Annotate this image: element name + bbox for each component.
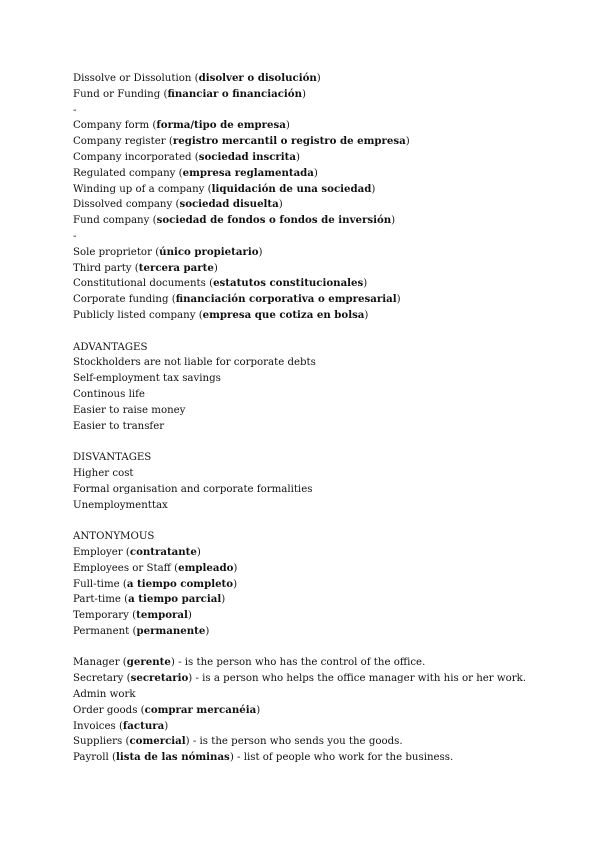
english-term: Full-time: [73, 578, 120, 590]
spanish-translation: a tiempo completo: [126, 577, 234, 590]
vocab-line: Permanent (permanente): [73, 624, 210, 637]
english-term: Fund or Funding: [73, 88, 161, 100]
vocab-line: Part-time (a tiempo parcial): [73, 593, 226, 606]
vocab-line: Easier to raise money: [73, 404, 186, 416]
vocab-line: Higher cost: [73, 467, 134, 479]
vocab-line: Suppliers (comercial) - is the person who sends you the goods.: [73, 735, 403, 748]
vocab-line: Payroll (lista de las nóminas) - list of people who work for the business.: [73, 751, 454, 764]
section-gap: [73, 513, 573, 529]
english-term: Permanent: [73, 625, 130, 637]
vocab-line: Company register (registro mercantil o registro de empresa): [73, 135, 410, 148]
spanish-translation: liquidación de una sociedad: [211, 182, 372, 195]
spanish-translation: estatutos constitucionales: [213, 277, 364, 290]
vocab-line: Continous life: [73, 388, 145, 400]
vocab-line: Dissolved company (sociedad disuelta): [73, 198, 283, 211]
english-term: Employees or Staff: [73, 562, 171, 574]
spanish-translation: financiación corporativa o empresarial: [175, 293, 397, 306]
vocab-line: Company incorporated (sociedad inscrita): [73, 150, 300, 163]
vocab-line: Invoices (factura): [73, 719, 169, 732]
english-term: Manager: [73, 657, 120, 669]
vocab-line: Self-employment tax savings: [73, 373, 221, 385]
vocab-line: Corporate funding (financiación corporativa o empresarial): [73, 293, 401, 306]
term-description: - is the person who has the control of the office.: [174, 657, 426, 669]
vocab-line: Company form (forma/tipo de empresa): [73, 119, 290, 132]
section-gap: [73, 640, 573, 656]
section-gap: [73, 324, 573, 340]
vocab-line: Employees or Staff (empleado): [73, 561, 238, 574]
vocab-line: Dissolve or Dissolution (disolver o disolución): [73, 72, 321, 84]
english-term: Temporary: [73, 610, 129, 622]
spanish-translation: empleado: [178, 561, 234, 574]
section-heading: DISVANTAGES: [73, 452, 152, 464]
spanish-translation: factura: [122, 719, 165, 732]
english-term: Regulated company: [73, 167, 176, 179]
english-term: Company form: [73, 120, 150, 132]
english-term: Secretary: [73, 673, 124, 685]
section-heading: ADVANTAGES: [73, 341, 148, 353]
spanish-translation: financiar o financiación: [167, 87, 302, 100]
spanish-translation: empresa que cotiza en bolsa: [202, 308, 365, 321]
vocab-line: Publicly listed company (empresa que cotiza en bolsa): [73, 308, 369, 321]
vocab-line: -: [73, 230, 77, 242]
english-term: Dissolved company: [73, 199, 173, 211]
english-term: Sole proprietor: [73, 246, 152, 258]
vocabulary-notes: [73, 71, 573, 766]
spanish-translation: único propietario: [159, 245, 259, 258]
spanish-translation: sociedad disuelta: [179, 198, 279, 211]
vocab-line: Regulated company (empresa reglamentada): [73, 166, 318, 179]
vocab-line: Full-time (a tiempo completo): [73, 577, 238, 590]
vocab-line: Third party (tercera parte): [73, 261, 218, 274]
spanish-translation: registro mercantil o registro de empresa: [172, 135, 406, 148]
spanish-translation: forma/tipo de empresa: [156, 119, 286, 132]
spanish-translation: secretario: [130, 672, 189, 685]
spanish-translation: comprar mercanéia: [144, 703, 257, 716]
vocab-line: Fund or Funding (financiar o financiación): [73, 87, 306, 100]
spanish-translation: permanente: [136, 624, 206, 637]
english-term: Part-time: [73, 594, 121, 606]
vocab-line: Order goods (comprar mercanéia): [73, 703, 261, 716]
term-description: - is a person who helps the office manager with his or her work.: [192, 673, 527, 685]
english-term: Publicly listed company: [73, 309, 196, 321]
spanish-translation: gerente: [126, 656, 171, 669]
vocab-line: Stockholders are not liable for corporate debts: [73, 357, 316, 369]
vocab-line: Easier to transfer: [73, 420, 165, 432]
vocab-line: Secretary (secretario) - is a person who helps the office manager with his or her work.: [73, 672, 527, 685]
english-term: Company incorporated: [73, 151, 192, 163]
vocab-line: Constitutional documents (estatutos constitucionales): [73, 277, 368, 290]
vocab-line: -: [73, 104, 77, 116]
english-term: Company register: [73, 136, 166, 148]
spanish-translation: tercera parte: [138, 261, 214, 274]
spanish-translation: a tiempo parcial: [128, 593, 222, 606]
english-term: Winding up of a company: [73, 183, 205, 195]
vocab-line: Temporary (temporal): [73, 609, 192, 622]
section-heading: ANTONYMOUS: [73, 531, 155, 543]
spanish-translation: disolver o disolución: [198, 72, 317, 84]
english-term: Invoices: [73, 720, 116, 732]
english-term: Suppliers: [73, 736, 123, 748]
term-description: - list of people who work for the business.: [233, 752, 454, 764]
english-term: Payroll: [73, 752, 109, 764]
vocab-line: Fund company (sociedad de fondos o fondos de inversión): [73, 214, 396, 227]
spanish-translation: lista de las nóminas: [115, 751, 230, 764]
vocab-line: Admin work: [73, 689, 136, 701]
spanish-translation: empresa reglamentada: [182, 166, 314, 179]
vocab-line: Unemploymenttax: [73, 499, 168, 511]
vocab-line: Manager (gerente) - is the person who has the control of the office.: [73, 656, 426, 669]
english-term: Order goods: [73, 704, 138, 716]
spanish-translation: temporal: [136, 609, 188, 622]
spanish-translation: contratante: [129, 545, 197, 558]
vocab-line: Sole proprietor (único propietario): [73, 245, 263, 258]
spanish-translation: sociedad inscrita: [198, 150, 296, 163]
section-gap: [73, 434, 573, 450]
spanish-translation: sociedad de fondos o fondos de inversión: [156, 214, 392, 227]
english-term: Fund company: [73, 215, 150, 227]
spanish-translation: comercial: [129, 735, 186, 748]
english-term: Dissolve or Dissolution: [73, 73, 192, 84]
vocab-line: Formal organisation and corporate formalities: [73, 483, 313, 495]
term-description: - is the person who sends you the goods.: [189, 736, 403, 748]
english-term: Third party: [73, 262, 132, 274]
english-term: Constitutional documents: [73, 278, 206, 290]
vocab-line: Winding up of a company (liquidación de una sociedad): [73, 182, 376, 195]
vocab-line: Employer (contratante): [73, 545, 201, 558]
english-term: Employer: [73, 546, 123, 558]
english-term: Corporate funding: [73, 294, 169, 306]
